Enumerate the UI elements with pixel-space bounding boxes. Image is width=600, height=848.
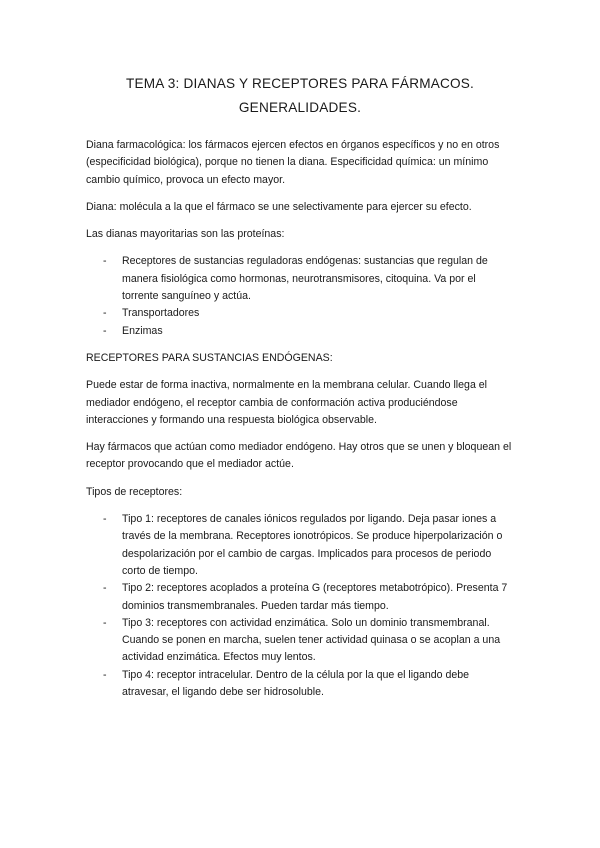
paragraph-forma-inactiva: Puede estar de forma inactiva, normalmente en la membrana celular. Cuando llega el mediador endógeno, el receptor cambia de conformación activa produciéndose interacciones y formando una respuesta biológica observable. xyxy=(86,379,488,426)
list-item: - Transportadores xyxy=(86,305,514,322)
list-item: - Tipo 2: receptores acoplados a proteína G (receptores metabotrópico). Presenta 7 dominios transmembranales. Pueden tardar más tiempo. xyxy=(86,580,514,615)
title-line-2: GENERALIDADES. xyxy=(238,100,362,115)
paragraph-tipos-receptores: Tipos de receptores: xyxy=(86,485,183,498)
list-item: - Tipo 3: receptores con actividad enzimática. Solo un dominio transmembranal. Cuando se ponen en marcha, suelen tener actividad quinasa o se acoplan a una actividad enzimática. Efectos muy lentos. xyxy=(86,615,514,667)
list-item: - Tipo 4: receptor intracelular. Dentro de la célula por la que el ligando debe atravesar, el ligando debe ser hidrosoluble. xyxy=(86,667,514,702)
list-item: - Receptores de sustancias reguladoras endógenas: sustancias que regulan de manera fisiológica como hormonas, neurotransmisores, citoquina. Va por el torrente sanguíneo y actúa. xyxy=(86,253,514,305)
document-title xyxy=(86,72,514,120)
paragraph-diana: Diana: molécula a la que el fármaco se une selectivamente para ejercer su efecto. xyxy=(86,200,472,213)
paragraph-dianas-mayoritarias: Las dianas mayoritarias son las proteínas: xyxy=(86,228,285,241)
paragraph-farmacos-mediador: Hay fármacos que actúan como mediador endógeno. Hay otros que se unen y bloquean el receptor provocando que el mediador actúe. xyxy=(86,441,512,471)
receptor-types-list xyxy=(86,511,514,701)
targets-list xyxy=(86,253,514,339)
list-item: - Enzimas xyxy=(86,323,514,340)
paragraph-diana-farmacologica: Diana farmacológica: los fármacos ejercen efectos en órganos específicos y no en otros (especificidad biológica), porque no tienen la diana. Especificidad química: un mínimo cambio químico, provoca un efecto mayor. xyxy=(86,139,500,186)
title-line-1: TEMA 3: DIANAS Y RECEPTORES PARA FÁRMACOS. xyxy=(125,76,475,91)
section-heading: RECEPTORES PARA SUSTANCIAS ENDÓGENAS: xyxy=(86,351,333,364)
list-item: - Tipo 1: receptores de canales iónicos regulados por ligando. Deja pasar iones a través de la membrana. Receptores ionotrópicos. Se produce hiperpolarización o despolarización por el cambio de cargas. Implicados para procesos de periodo corto de tiempo. xyxy=(86,511,514,580)
